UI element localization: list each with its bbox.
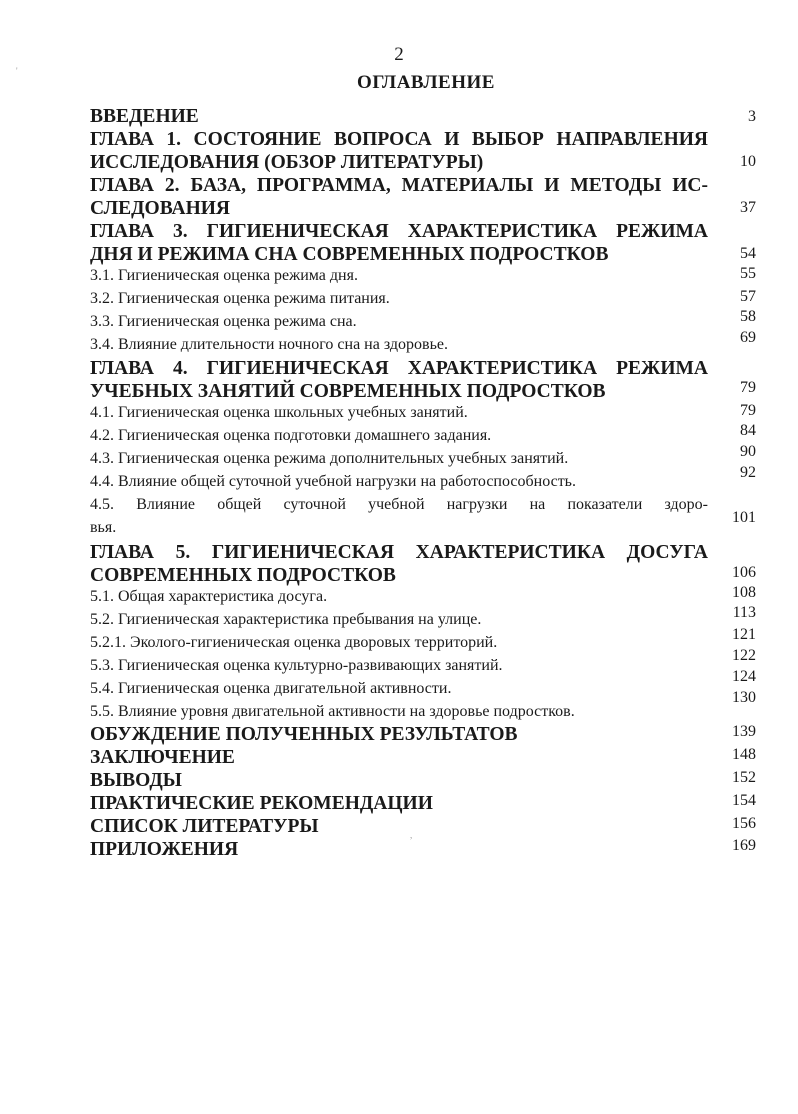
toc-section-3-3: 3.3. Гигиеническая оценка режима сна. — [90, 313, 357, 330]
toc-page-number: 79 — [740, 379, 756, 396]
toc-heading-chapter-1-cont: ИССЛЕДОВАНИЯ (ОБЗОР ЛИТЕРАТУРЫ) — [90, 152, 484, 173]
toc-section-4-5: 4.5. Влияние общей суточной учебной нагрузки на показатели здоро- — [90, 496, 708, 513]
toc-title: ОГЛАВЛЕНИЕ — [357, 72, 495, 93]
toc-section-5-5: 5.5. Влияние уровня двигательной активности на здоровье подростков. — [90, 703, 575, 720]
toc-page-number: 154 — [732, 792, 756, 809]
toc-heading-chapter-4: ГЛАВА 4. ГИГИЕНИЧЕСКАЯ ХАРАКТЕРИСТИКА РЕЖИМА — [90, 358, 708, 379]
toc-page-number: 57 — [740, 288, 756, 305]
scan-speck: ' — [16, 66, 18, 76]
toc-page-number: 156 — [732, 815, 756, 832]
toc-heading-chapter-4-cont: УЧЕБНЫХ ЗАНЯТИЙ СОВРЕМЕННЫХ ПОДРОСТКОВ — [90, 381, 606, 402]
toc-page-number: 122 — [732, 647, 756, 664]
toc-page-number: 10 — [740, 153, 756, 170]
toc-section-3-4: 3.4. Влияние длительности ночного сна на здоровье. — [90, 336, 448, 353]
toc-page-number: 148 — [732, 746, 756, 763]
toc-page-number: 130 — [732, 689, 756, 706]
toc-page-number: 124 — [732, 668, 756, 685]
page-number: 2 — [394, 44, 404, 65]
toc-section-4-1: 4.1. Гигиеническая оценка школьных учебных занятий. — [90, 404, 468, 421]
toc-heading-chapter-3: ГЛАВА 3. ГИГИЕНИЧЕСКАЯ ХАРАКТЕРИСТИКА РЕЖИМА — [90, 221, 708, 242]
toc-heading-references: СПИСОК ЛИТЕРАТУРЫ — [90, 816, 319, 837]
toc-page-number: 37 — [740, 199, 756, 216]
scan-speck: , — [410, 830, 413, 840]
toc-section-4-2: 4.2. Гигиеническая оценка подготовки домашнего задания. — [90, 427, 492, 444]
toc-heading-conclusion: ЗАКЛЮЧЕНИЕ — [90, 747, 235, 768]
toc-page-number: 3 — [748, 108, 756, 125]
toc-heading-introduction: ВВЕДЕНИЕ — [90, 106, 199, 127]
toc-page-number: 152 — [732, 769, 756, 786]
toc-page-number: 139 — [732, 723, 756, 740]
toc-page-number: 106 — [732, 564, 756, 581]
toc-section-5-3: 5.3. Гигиеническая оценка культурно-развивающих занятий. — [90, 657, 503, 674]
toc-section-4-3: 4.3. Гигиеническая оценка режима дополнительных учебных занятий. — [90, 450, 569, 467]
toc-heading-chapter-5-cont: СОВРЕМЕННЫХ ПОДРОСТКОВ — [90, 565, 396, 586]
toc-heading-chapter-2: ГЛАВА 2. БАЗА, ПРОГРАММА, МАТЕРИАЛЫ И МЕТОДЫ ИС- — [90, 175, 708, 196]
toc-section-3-2: 3.2. Гигиеническая оценка режима питания. — [90, 290, 390, 307]
toc-page-number: 90 — [740, 443, 756, 460]
toc-section-5-1: 5.1. Общая характеристика досуга. — [90, 588, 328, 605]
toc-section-5-2-1: 5.2.1. Эколого-гигиеническая оценка дворовых территорий. — [90, 634, 498, 651]
toc-heading-appendices: ПРИЛОЖЕНИЯ — [90, 839, 239, 860]
toc-section-4-4: 4.4. Влияние общей суточной учебной нагрузки на работоспособность. — [90, 473, 576, 490]
toc-heading-chapter-5: ГЛАВА 5. ГИГИЕНИЧЕСКАЯ ХАРАКТЕРИСТИКА ДОСУГА — [90, 542, 708, 563]
toc-page-number: 58 — [740, 308, 756, 325]
toc-section-4-5-cont: вья. — [90, 519, 117, 536]
toc-page-number: 92 — [740, 464, 756, 481]
toc-section-3-1: 3.1. Гигиеническая оценка режима дня. — [90, 267, 358, 284]
toc-page-number: 169 — [732, 837, 756, 854]
toc-section-5-2: 5.2. Гигиеническая характеристика пребывания на улице. — [90, 611, 482, 628]
toc-page-number: 69 — [740, 329, 756, 346]
toc-page-number: 113 — [732, 604, 756, 621]
toc-heading-chapter-3-cont: ДНЯ И РЕЖИМА СНА СОВРЕМЕННЫХ ПОДРОСТКОВ — [90, 244, 609, 265]
toc-page-number: 108 — [732, 584, 756, 601]
toc-page-number: 121 — [732, 626, 756, 643]
toc-page-number: 101 — [732, 509, 756, 526]
toc-heading-chapter-2-cont: СЛЕДОВАНИЯ — [90, 198, 230, 219]
toc-heading-discussion: ОБУЖДЕНИЕ ПОЛУЧЕННЫХ РЕЗУЛЬТАТОВ — [90, 724, 518, 745]
toc-heading-recommendations: ПРАКТИЧЕСКИЕ РЕКОМЕНДАЦИИ — [90, 793, 433, 814]
toc-page-number: 79 — [740, 402, 756, 419]
toc-page-number: 55 — [740, 265, 756, 282]
toc-section-5-4: 5.4. Гигиеническая оценка двигательной активности. — [90, 680, 452, 697]
toc-page-number: 84 — [740, 422, 756, 439]
toc-heading-findings: ВЫВОДЫ — [90, 770, 182, 791]
toc-page-number: 54 — [740, 245, 756, 262]
toc-heading-chapter-1: ГЛАВА 1. СОСТОЯНИЕ ВОПРОСА И ВЫБОР НАПРАВЛЕНИЯ — [90, 129, 708, 150]
